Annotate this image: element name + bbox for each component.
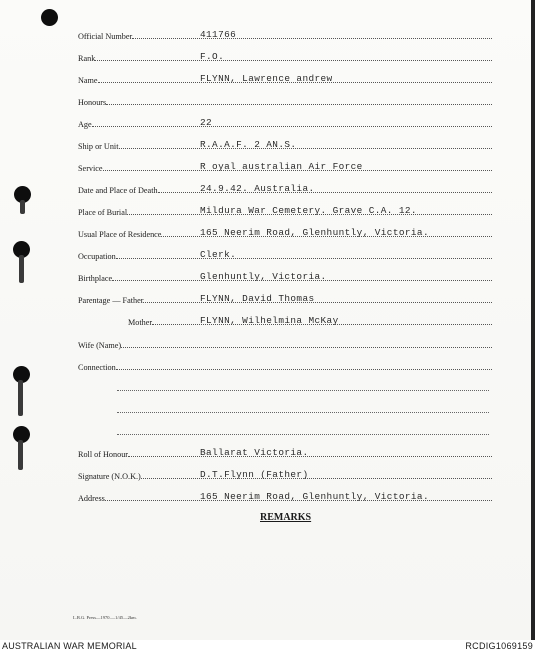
row-age (78, 116, 492, 130)
punch-hole-4-tail (18, 440, 23, 470)
connection-blank-line-1 (117, 389, 489, 391)
value-age: 22 (200, 117, 213, 128)
punch-hole-3-tail (18, 380, 23, 416)
value-signature: D.T.Flynn (Father) (200, 469, 309, 480)
label-name: Name (78, 76, 98, 85)
value-burial: Mildura War Cemetery. Grave C.A. 12. (200, 205, 417, 216)
value-roll-of-honour: Ballarat Victoria. (200, 447, 309, 458)
punch-hole-top (41, 9, 58, 26)
value-death: 24.9.42. Australia. (200, 183, 315, 194)
row-roll-of-honour (78, 446, 492, 460)
footer-source: AUSTRALIAN WAR MEMORIAL (2, 641, 137, 651)
row-name (78, 72, 492, 86)
row-service (78, 160, 492, 174)
value-occupation: Clerk. (200, 249, 237, 260)
row-rank (78, 50, 492, 64)
remarks-heading: REMARKS (260, 512, 312, 523)
row-occupation (78, 248, 492, 262)
row-signature (78, 468, 492, 482)
label-residence: Usual Place of Residence (78, 230, 162, 239)
printer-imprint: L.B.G. Press—1970.—1/45—2km. (73, 615, 137, 620)
label-ship-or-unit: Ship or Unit (78, 142, 119, 151)
label-service: Service (78, 164, 103, 173)
row-mother (128, 314, 492, 328)
value-rank: F.O. (200, 51, 225, 62)
connection-blank-line-3 (117, 433, 489, 435)
label-connection: Connection (78, 363, 116, 372)
value-address: 165 Neerim Road, Glenhuntly, Victoria. (200, 491, 429, 502)
value-ship-or-unit: R.A.A.F. 2 AN.S. (200, 139, 297, 150)
row-death (78, 182, 492, 196)
label-death: Date and Place of Death (78, 186, 158, 195)
value-residence: 165 Neerim Road, Glenhuntly, Victoria. (200, 227, 429, 238)
label-roll-of-honour: Roll of Honour (78, 450, 129, 459)
row-burial (78, 204, 492, 218)
label-address: Address (78, 494, 105, 503)
label-father: Parentage — Father (78, 296, 144, 305)
label-rank: Rank (78, 54, 96, 63)
label-official-number: Official Number (78, 32, 133, 41)
label-honours: Honours (78, 98, 107, 107)
value-service: R oyal australian Air Force (200, 161, 363, 172)
value-official-number: 411766 (200, 29, 237, 40)
row-official-number (78, 28, 492, 42)
value-birthplace: Glenhuntly, Victoria. (200, 271, 327, 282)
value-father: FLYNN, David Thomas (200, 293, 315, 304)
label-mother: Mother (128, 318, 153, 327)
label-burial: Place of Burial (78, 208, 128, 217)
row-residence (78, 226, 492, 240)
value-name: FLYNN, Lawrence andrew (200, 73, 333, 84)
punch-hole-1-tail (20, 200, 25, 214)
row-birthplace (78, 270, 492, 284)
footer-bar (0, 640, 535, 653)
label-wife: Wife (Name) (78, 341, 122, 350)
row-connection (78, 359, 492, 373)
connection-blank-line-2 (117, 411, 489, 413)
page-edge (531, 0, 535, 640)
label-occupation: Occupation (78, 252, 116, 261)
punch-hole-2-tail (19, 255, 24, 283)
row-wife (78, 337, 492, 351)
label-signature: Signature (N.O.K.) (78, 472, 141, 481)
row-father (78, 292, 492, 306)
row-address (78, 490, 492, 504)
label-birthplace: Birthplace (78, 274, 113, 283)
row-honours (78, 94, 492, 108)
value-mother: FLYNN, Wilhelmina McKay (200, 315, 339, 326)
label-age: Age (78, 120, 92, 129)
row-ship-or-unit (78, 138, 492, 152)
footer-reference-id: RCDIG1069159 (465, 641, 533, 651)
